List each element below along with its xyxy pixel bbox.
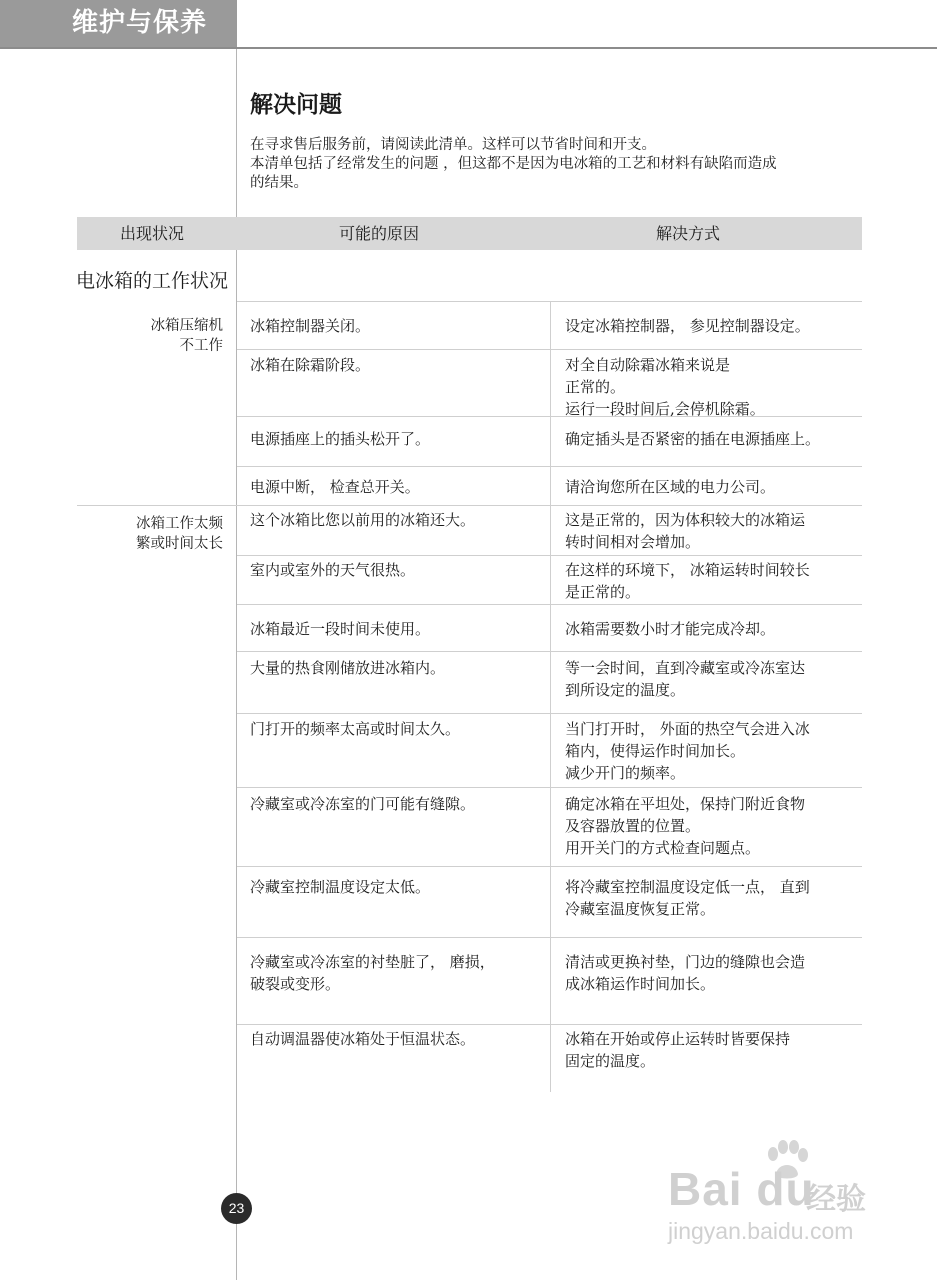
cause-cell (250, 509, 540, 531)
symptom-line: 繁或时间太长 (136, 536, 223, 552)
solution-cell (565, 315, 865, 337)
solution-line: 冰箱需要数小时才能完成冷却。 (565, 620, 776, 638)
cause-line: 冷藏室或冷冻室的衬垫脏了， 磨损， (250, 953, 495, 971)
solution-line: 是正常的。 (565, 583, 641, 601)
solution-line: 在这样的环境下， 冰箱运转时间较长 (565, 561, 810, 579)
watermark-cn: 经验 (806, 1182, 866, 1217)
cause-line: 冰箱最近一段时间未使用。 (250, 620, 431, 638)
solution-cell (565, 559, 865, 603)
solution-line: 正常的。 (565, 378, 626, 396)
row-divider (77, 505, 862, 506)
cause-cell (250, 559, 540, 581)
solution-cell (565, 876, 865, 920)
solution-line: 及容器放置的位置。 (565, 817, 701, 835)
column-header-cause: 可能的原因 (339, 224, 420, 243)
page-title: 解决问题 (250, 92, 342, 118)
cause-line: 冰箱在除霜阶段。 (250, 356, 371, 374)
intro-line: 在寻求售后服务前，请阅读此清单。这样可以节省时间和开支。 (250, 137, 656, 153)
cause-line: 这个冰箱比您以前用的冰箱还大。 (250, 511, 476, 529)
cause-line: 冷藏室或冷冻室的门可能有缝隙。 (250, 795, 476, 813)
solution-line: 冷藏室温度恢复正常。 (565, 900, 716, 918)
cause-cell (250, 718, 540, 740)
section-heading: 电冰箱的工作状况 (76, 270, 229, 292)
cause-cell (250, 793, 540, 815)
cause-cell (250, 876, 540, 898)
solution-line: 确定冰箱在平坦处，保持门附近食物 (565, 795, 806, 813)
baidu-watermark (668, 1140, 908, 1270)
cause-line: 大量的热食刚储放进冰箱内。 (250, 659, 446, 677)
cause-line: 冷藏室控制温度设定太低。 (250, 878, 431, 896)
solution-line: 确定插头是否紧密的插在电源插座上。 (565, 430, 821, 448)
solution-cell (565, 618, 865, 640)
solution-line: 用开关门的方式检查问题点。 (565, 839, 761, 857)
solution-cell (565, 428, 865, 450)
header-divider (0, 47, 237, 49)
symptom-line: 不工作 (179, 338, 223, 354)
header-rule (237, 47, 937, 49)
solution-line: 等一会时间，直到冷藏室或冷冻室达 (565, 659, 806, 677)
solution-cell (565, 718, 865, 784)
solution-line: 这是正常的，因为体积较大的冰箱运 (565, 511, 806, 529)
solution-cell (565, 657, 865, 701)
intro-line: 本清单包括了经常发生的问题 ，但这都不是因为电冰箱的工艺和材料有缺陷而造成 (250, 156, 777, 172)
cause-line: 破裂或变形。 (250, 975, 341, 993)
solution-line: 对全自动除霜冰箱来说是 (565, 356, 731, 374)
column-divider (550, 301, 551, 1092)
solution-line: 到所设定的温度。 (565, 681, 686, 699)
section-tab: 维护与保养 (0, 0, 237, 47)
cause-line: 门打开的频率太高或时间太久。 (250, 720, 461, 738)
cause-line: 电源中断， 检查总开关。 (250, 478, 420, 496)
cause-line: 电源插座上的插头松开了。 (250, 430, 431, 448)
solution-cell (565, 951, 865, 995)
solution-line: 固定的温度。 (565, 1052, 656, 1070)
cause-cell (250, 1028, 540, 1050)
solution-line: 设定冰箱控制器， 参见控制器设定。 (565, 317, 810, 335)
column-header-symptom: 出现状况 (120, 224, 185, 243)
symptom-line: 冰箱工作太频 (136, 516, 223, 532)
solution-line: 将冷藏室控制温度设定低一点， 直到 (565, 878, 810, 896)
cause-cell (250, 354, 540, 376)
intro-line: 的结果。 (250, 175, 308, 191)
solution-line: 请洽询您所在区域的电力公司。 (565, 478, 776, 496)
intro-text (250, 136, 860, 193)
cause-cell (250, 428, 540, 450)
watermark-logo: Bai du (668, 1163, 815, 1215)
solution-line: 冰箱在开始或停止运转时皆要保持 (565, 1030, 791, 1048)
cause-line: 室内或室外的天气很热。 (250, 561, 416, 579)
solution-cell (565, 354, 865, 420)
symptom-line: 冰箱压缩机 (150, 318, 223, 334)
solution-line: 减少开门的频率。 (565, 764, 686, 782)
cause-line: 冰箱控制器关闭。 (250, 317, 371, 335)
cause-cell (250, 657, 540, 679)
watermark-url: jingyan.baidu.com (668, 1218, 854, 1244)
page-number: 23 (221, 1193, 252, 1224)
solution-line: 成冰箱运作时间加长。 (565, 975, 716, 993)
column-header-solution: 解决方式 (656, 224, 721, 243)
column-header-bar (77, 217, 862, 250)
solution-cell (565, 1028, 865, 1072)
symptom-label (151, 316, 224, 356)
solution-cell (565, 476, 865, 498)
cause-cell (250, 315, 540, 337)
solution-cell (565, 793, 865, 859)
cause-cell (250, 951, 540, 995)
cause-cell (250, 476, 540, 498)
solution-line: 转时间相对会增加。 (565, 533, 701, 551)
solution-line: 箱内，使得运作时间加长。 (565, 742, 746, 760)
solution-line: 运行一段时间后,会停机除霜。 (565, 400, 765, 418)
cause-line: 自动调温器使冰箱处于恒温状态。 (250, 1030, 476, 1048)
solution-cell (565, 509, 865, 553)
solution-line: 清洁或更换衬垫，门边的缝隙也会造 (565, 953, 806, 971)
cause-cell (250, 618, 540, 640)
solution-line: 当门打开时， 外面的热空气会进入冰 (565, 720, 810, 738)
symptom-label (136, 514, 223, 554)
